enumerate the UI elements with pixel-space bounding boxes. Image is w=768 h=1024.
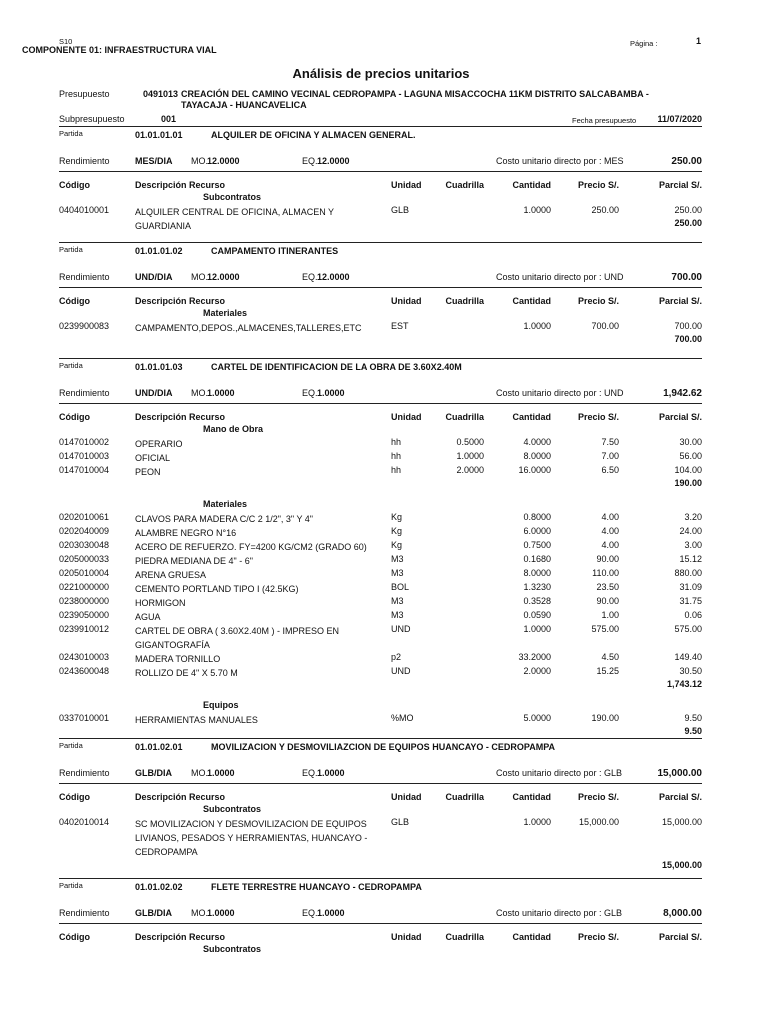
row-precio: 15,000.00 xyxy=(578,817,619,827)
row-precio: 1.00 xyxy=(601,610,619,620)
col-header-unidad: Unidad xyxy=(391,792,422,802)
col-header-cuadrilla: Cuadrilla xyxy=(445,296,484,306)
col-header-cantidad: Cantidad xyxy=(512,296,551,306)
row-parcial: 15,000.00 xyxy=(661,817,702,827)
row-code: 0203030048 xyxy=(59,540,110,550)
rendimiento-label: Rendimiento xyxy=(59,908,110,918)
rendimiento-label: Rendimiento xyxy=(59,272,110,282)
row-description: ARENA GRUESA xyxy=(135,570,207,580)
row-cantidad: 0.8000 xyxy=(523,512,551,522)
partida-label: Partida xyxy=(59,245,83,254)
row-unit: BOL xyxy=(391,582,410,592)
row-unit: UND xyxy=(391,666,411,676)
row-parcial: 3.00 xyxy=(684,540,702,550)
subpresupuesto-label: Subpresupuesto xyxy=(59,114,125,124)
partida-divider xyxy=(59,242,702,243)
page-number: 1 xyxy=(696,36,702,46)
row-description: CAMPAMENTO,DEPOS.,ALMACENES,TALLERES,ETC xyxy=(135,323,362,333)
row-code: 0239900083 xyxy=(59,321,110,331)
partida-divider xyxy=(59,738,702,739)
group-title: Subcontratos xyxy=(203,804,262,814)
mo-value: 1.0000 xyxy=(207,908,235,918)
col-header-precio: Precio S/. xyxy=(577,792,619,802)
costo-unitario-value: 250.00 xyxy=(671,156,702,167)
row-parcial: 31.09 xyxy=(679,582,702,592)
row-cantidad: 8.0000 xyxy=(523,568,551,578)
rendimiento-label: Rendimiento xyxy=(59,768,110,778)
row-unit: M3 xyxy=(391,554,404,564)
row-unit: EST xyxy=(391,321,409,331)
row-unit: Kg xyxy=(391,526,403,536)
col-header-descripcion: Descripción Recurso xyxy=(135,932,226,942)
costo-unitario-label: Costo unitario directo por : GLB xyxy=(496,768,623,778)
row-unit: hh xyxy=(391,437,402,447)
costo-unitario-label: Costo unitario directo por : UND xyxy=(496,272,624,282)
fecha-value: 11/07/2020 xyxy=(657,114,702,124)
row-cantidad: 1.0000 xyxy=(523,624,551,634)
row-precio: 190.00 xyxy=(591,713,619,723)
mo-value: 1.0000 xyxy=(207,388,235,398)
eq-label: EQ. xyxy=(302,908,318,918)
partida-divider xyxy=(59,358,702,359)
eq-value: 1.0000 xyxy=(317,768,345,778)
partida-name: CAMPAMENTO ITINERANTES xyxy=(211,246,339,256)
eq-label: EQ. xyxy=(302,768,318,778)
presupuesto-label: Presupuesto xyxy=(59,89,110,99)
row-description: HERRAMIENTAS MANUALES xyxy=(135,715,258,725)
group-title: Equipos xyxy=(203,700,239,710)
rendimiento-unit: UND/DIA xyxy=(135,272,173,282)
row-code: 0243600048 xyxy=(59,666,110,676)
costo-unitario-value: 15,000.00 xyxy=(657,768,702,779)
group-subtotal: 1,743.12 xyxy=(666,679,702,689)
row-parcial: 104.00 xyxy=(674,465,702,475)
eq-label: EQ. xyxy=(302,272,318,282)
row-code: 0239910012 xyxy=(59,624,110,634)
row-description: ACERO DE REFUERZO. FY=4200 KG/CM2 (GRADO 60) xyxy=(135,542,367,552)
row-cantidad: 6.0000 xyxy=(523,526,551,536)
row-description: ALQUILER CENTRAL DE OFICINA, ALMACEN Y GUARDIANIA xyxy=(135,207,334,231)
partida-divider xyxy=(59,126,702,127)
mo-label: MO. xyxy=(191,908,208,918)
row-precio: 23.50 xyxy=(596,582,619,592)
row-code: 0147010004 xyxy=(59,465,110,475)
mo-label: MO. xyxy=(191,156,208,166)
rendimiento-divider xyxy=(59,171,702,172)
row-parcial: 15.12 xyxy=(679,554,702,564)
col-header-unidad: Unidad xyxy=(391,180,422,190)
row-precio: 15.25 xyxy=(596,666,619,676)
partida-label: Partida xyxy=(59,881,83,890)
eq-value: 1.0000 xyxy=(317,908,345,918)
row-cuadrilla: 1.0000 xyxy=(456,451,484,461)
partida-code: 01.01.02.01 xyxy=(135,742,183,752)
row-cantidad: 5.0000 xyxy=(523,713,551,723)
group-subtotal: 9.50 xyxy=(684,726,702,736)
row-description: OPERARIO xyxy=(135,439,183,449)
row-unit: UND xyxy=(391,624,411,634)
row-code: 0337010001 xyxy=(59,713,110,723)
mo-label: MO. xyxy=(191,768,208,778)
row-precio: 4.00 xyxy=(601,512,619,522)
row-code: 0147010002 xyxy=(59,437,110,447)
row-parcial: 31.75 xyxy=(679,596,702,606)
presupuesto-code: 0491013 xyxy=(143,89,179,99)
row-code: 0147010003 xyxy=(59,451,110,461)
rendimiento-unit: UND/DIA xyxy=(135,388,173,398)
rendimiento-unit: GLB/DIA xyxy=(135,768,172,778)
col-header-unidad: Unidad xyxy=(391,412,422,422)
row-description: CLAVOS PARA MADERA C/C 2 1/2", 3" Y 4" xyxy=(135,514,313,524)
row-unit: %MO xyxy=(391,713,414,723)
page-title: Análisis de precios unitarios xyxy=(292,66,470,81)
rendimiento-divider xyxy=(59,783,702,784)
group-subtotal: 250.00 xyxy=(674,218,702,228)
row-description: OFICIAL xyxy=(135,453,171,463)
s10-label: S10 xyxy=(59,37,73,46)
row-cuadrilla: 2.0000 xyxy=(456,465,484,475)
row-description: AGUA xyxy=(135,612,161,622)
row-description: SC MOVILIZACION Y DESMOVILIZACION DE EQUIPOS LIVIANOS, PESADOS Y HERRAMIENTAS, HUANCAYO - CEDROPAMPA xyxy=(135,819,368,857)
costo-unitario-value: 1,942.62 xyxy=(663,388,702,399)
partida-label: Partida xyxy=(59,361,83,370)
eq-value: 12.0000 xyxy=(317,156,350,166)
rendimiento-divider xyxy=(59,287,702,288)
row-cantidad: 33.2000 xyxy=(518,652,551,662)
col-header-cantidad: Cantidad xyxy=(512,180,551,190)
rendimiento-label: Rendimiento xyxy=(59,388,110,398)
row-code: 0404010001 xyxy=(59,205,110,215)
fecha-label: Fecha presupuesto xyxy=(572,116,637,125)
group-subtotal: 190.00 xyxy=(674,478,702,488)
row-precio: 4.00 xyxy=(601,526,619,536)
row-description: CARTEL DE OBRA ( 3.60X2.40M ) - IMPRESO EN GIGANTOGRAFÍA xyxy=(135,626,340,650)
col-header-cuadrilla: Cuadrilla xyxy=(445,792,484,802)
partida-code: 01.01.01.01 xyxy=(135,130,183,140)
row-precio: 7.50 xyxy=(601,437,619,447)
col-header-codigo: Código xyxy=(59,412,90,422)
col-header-codigo: Código xyxy=(59,180,90,190)
col-header-cuadrilla: Cuadrilla xyxy=(445,932,484,942)
col-header-descripcion: Descripción Recurso xyxy=(135,792,226,802)
row-unit: M3 xyxy=(391,596,404,606)
col-header-unidad: Unidad xyxy=(391,932,422,942)
subpresupuesto-code: 001 xyxy=(161,114,177,124)
row-code: 0402010014 xyxy=(59,817,110,827)
partida-name: FLETE TERRESTRE HUANCAYO - CEDROPAMPA xyxy=(211,882,422,892)
row-code: 0239050000 xyxy=(59,610,110,620)
row-unit: hh xyxy=(391,451,402,461)
row-cantidad: 1.0000 xyxy=(523,205,551,215)
costo-unitario-value: 8,000.00 xyxy=(663,908,702,919)
row-parcial: 9.50 xyxy=(684,713,702,723)
row-code: 0202010061 xyxy=(59,512,110,522)
costo-unitario-value: 700.00 xyxy=(671,272,702,283)
row-cantidad: 0.0590 xyxy=(523,610,551,620)
rendimiento-divider xyxy=(59,403,702,404)
rendimiento-unit: MES/DIA xyxy=(135,156,173,166)
row-precio: 700.00 xyxy=(591,321,619,331)
row-precio: 90.00 xyxy=(596,596,619,606)
group-title: Materiales xyxy=(203,499,248,509)
row-cantidad: 4.0000 xyxy=(523,437,551,447)
row-parcial: 24.00 xyxy=(679,526,702,536)
row-precio: 7.00 xyxy=(601,451,619,461)
col-header-parcial: Parcial S/. xyxy=(658,792,702,802)
mo-label: MO. xyxy=(191,388,208,398)
group-subtotal: 700.00 xyxy=(674,334,702,344)
group-title: Mano de Obra xyxy=(203,424,264,434)
partida-label: Partida xyxy=(59,741,83,750)
col-header-codigo: Código xyxy=(59,792,90,802)
row-code: 0205000033 xyxy=(59,554,110,564)
row-unit: Kg xyxy=(391,512,403,522)
row-unit: p2 xyxy=(391,652,402,662)
col-header-descripcion: Descripción Recurso xyxy=(135,412,226,422)
row-parcial: 3.20 xyxy=(684,512,702,522)
partida-divider xyxy=(59,878,702,879)
row-parcial: 30.00 xyxy=(679,437,702,447)
row-description: ROLLIZO DE 4" X 5.70 M xyxy=(135,668,238,678)
row-description: PEON xyxy=(135,467,161,477)
row-cantidad: 0.3528 xyxy=(523,596,551,606)
presupuesto-description: CREACIÓN DEL CAMINO VECINAL CEDROPAMPA - LAGUNA MISACCOCHA 11KM DISTRITO SALCABAMBA - TAYACAJA - HUANCAVELICA xyxy=(181,89,649,110)
row-precio: 110.00 xyxy=(592,568,619,578)
row-cuadrilla: 0.5000 xyxy=(456,437,484,447)
row-parcial: 700.00 xyxy=(674,321,702,331)
page-label: Página : xyxy=(630,39,658,48)
row-code: 0238000000 xyxy=(59,596,110,606)
col-header-parcial: Parcial S/. xyxy=(658,412,702,422)
mo-value: 12.0000 xyxy=(207,272,240,282)
costo-unitario-label: Costo unitario directo por : UND xyxy=(496,388,624,398)
col-header-descripcion: Descripción Recurso xyxy=(135,296,226,306)
col-header-codigo: Código xyxy=(59,296,90,306)
row-unit: GLB xyxy=(391,205,410,215)
row-description: CEMENTO PORTLAND TIPO I (42.5KG) xyxy=(135,584,299,594)
row-cantidad: 0.1680 xyxy=(523,554,551,564)
row-unit: M3 xyxy=(391,568,404,578)
group-title: Subcontratos xyxy=(203,944,262,954)
group-title: Subcontratos xyxy=(203,192,262,202)
col-header-parcial: Parcial S/. xyxy=(658,932,702,942)
col-header-descripcion: Descripción Recurso xyxy=(135,180,226,190)
col-header-parcial: Parcial S/. xyxy=(658,296,702,306)
row-parcial: 575.00 xyxy=(674,624,702,634)
partida-name: CARTEL DE IDENTIFICACION DE LA OBRA DE 3.60X2.40M xyxy=(211,362,462,372)
row-description: ALAMBRE NEGRO N°16 xyxy=(135,528,237,538)
row-cantidad: 1.3230 xyxy=(523,582,551,592)
row-code: 0243010003 xyxy=(59,652,110,662)
costo-unitario-label: Costo unitario directo por : MES xyxy=(496,156,624,166)
row-unit: GLB xyxy=(391,817,410,827)
partida-name: MOVILIZACION Y DESMOVILIAZCION DE EQUIPOS HUANCAYO - CEDROPAMPA xyxy=(211,742,556,752)
col-header-cuadrilla: Cuadrilla xyxy=(445,180,484,190)
row-precio: 90.00 xyxy=(596,554,619,564)
row-description: HORMIGON xyxy=(135,598,186,608)
row-description: PIEDRA MEDIANA DE 4" - 6" xyxy=(135,556,253,566)
rendimiento-divider xyxy=(59,923,702,924)
col-header-precio: Precio S/. xyxy=(577,296,619,306)
row-cantidad: 0.7500 xyxy=(523,540,551,550)
componente-title: COMPONENTE 01: INFRAESTRUCTURA VIAL xyxy=(22,45,217,55)
eq-value: 1.0000 xyxy=(317,388,345,398)
row-code: 0202040009 xyxy=(59,526,110,536)
mo-value: 12.0000 xyxy=(207,156,240,166)
row-parcial: 149.40 xyxy=(674,652,702,662)
row-cantidad: 8.0000 xyxy=(523,451,551,461)
eq-label: EQ. xyxy=(302,156,318,166)
partida-code: 01.01.02.02 xyxy=(135,882,183,892)
row-parcial: 250.00 xyxy=(674,205,702,215)
eq-value: 12.0000 xyxy=(317,272,350,282)
row-code: 0221000000 xyxy=(59,582,110,592)
mo-value: 1.0000 xyxy=(207,768,235,778)
row-precio: 6.50 xyxy=(601,465,619,475)
row-parcial: 0.06 xyxy=(684,610,702,620)
costo-unitario-label: Costo unitario directo por : GLB xyxy=(496,908,623,918)
row-unit: Kg xyxy=(391,540,403,550)
row-cantidad: 1.0000 xyxy=(523,321,551,331)
row-parcial: 880.00 xyxy=(674,568,702,578)
col-header-precio: Precio S/. xyxy=(577,932,619,942)
row-description: MADERA TORNILLO xyxy=(135,654,221,664)
row-parcial: 30.50 xyxy=(679,666,702,676)
col-header-codigo: Código xyxy=(59,932,90,942)
rendimiento-unit: GLB/DIA xyxy=(135,908,172,918)
row-precio: 4.00 xyxy=(601,540,619,550)
partida-code: 01.01.01.02 xyxy=(135,246,183,256)
row-unit: hh xyxy=(391,465,402,475)
group-subtotal: 15,000.00 xyxy=(661,860,702,870)
row-precio: 250.00 xyxy=(591,205,619,215)
row-cantidad: 2.0000 xyxy=(523,666,551,676)
row-cantidad: 1.0000 xyxy=(523,817,551,827)
col-header-precio: Precio S/. xyxy=(577,412,619,422)
partida-name: ALQUILER DE OFICINA Y ALMACEN GENERAL. xyxy=(211,130,416,140)
row-cantidad: 16.0000 xyxy=(518,465,551,475)
row-precio: 4.50 xyxy=(601,652,619,662)
col-header-cantidad: Cantidad xyxy=(512,792,551,802)
col-header-unidad: Unidad xyxy=(391,296,422,306)
col-header-cuadrilla: Cuadrilla xyxy=(445,412,484,422)
row-code: 0205010004 xyxy=(59,568,110,578)
eq-label: EQ. xyxy=(302,388,318,398)
mo-label: MO. xyxy=(191,272,208,282)
partida-label: Partida xyxy=(59,129,83,138)
group-title: Materiales xyxy=(203,308,248,318)
row-parcial: 56.00 xyxy=(679,451,702,461)
col-header-parcial: Parcial S/. xyxy=(658,180,702,190)
row-precio: 575.00 xyxy=(591,624,619,634)
row-unit: M3 xyxy=(391,610,404,620)
partida-code: 01.01.01.03 xyxy=(135,362,183,372)
rendimiento-label: Rendimiento xyxy=(59,156,110,166)
col-header-cantidad: Cantidad xyxy=(512,932,551,942)
col-header-cantidad: Cantidad xyxy=(512,412,551,422)
col-header-precio: Precio S/. xyxy=(577,180,619,190)
